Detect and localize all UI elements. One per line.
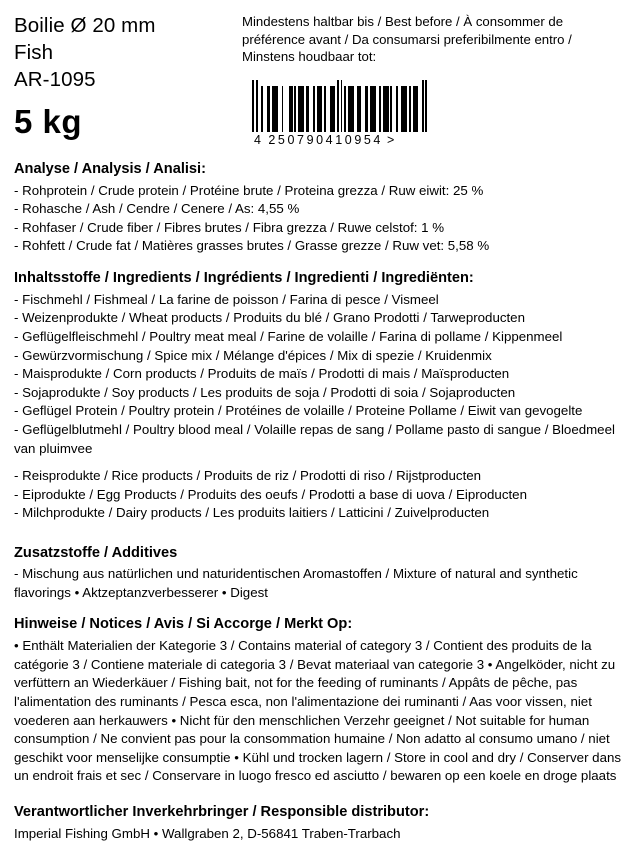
distributor-company: Imperial Fishing GmbH • Wallgraben 2, D-56841 Traben-Trarbach xyxy=(14,825,401,841)
label-header xyxy=(14,10,626,147)
barcode-left-group: 250790 xyxy=(268,132,326,147)
ingredient-row: - Sojaprodukte / Soy products / Les produits de soja / Prodotti di soia / Sojaproducten xyxy=(14,384,516,400)
notices-section xyxy=(14,614,626,786)
ingredients-title: Inhaltsstoffe / Ingredients / Ingrédients / Ingredienti / Ingrediënten: xyxy=(14,269,474,286)
additives-section xyxy=(14,543,626,602)
ingredient-row: - Weizenprodukte / Wheat products / Produits du blé / Grano Prodotti / Tarweproducten xyxy=(14,310,525,326)
product-code: AR-1095 xyxy=(14,68,96,91)
barcode-right-group: 410954 xyxy=(325,132,383,147)
ingredient-row: - Geflügelblutmehl / Poultry blood meal / Volaille repas de sang / Pollame pasto di sangue / Bloedmeel van pluimvee xyxy=(14,422,615,456)
notices-text: • Enthält Materialien der Kategorie 3 / Contains material of category 3 / Contient des produits de la catégorie 3 / Contiene materiale di categoria 3 / Bevat materiaal van categorie 3 • Angelköder, nicht zu verfüttern an Wiederkäuer / Fishing bait, not for the feeding of ruminants / Appâts de pêche, pas l'alimentation des ruminants / Pesca esca, non l'alimentazione dei ruminanti / Aas voor vissen, niet voederen aan herkauwers • Nicht für den menschlichen Verzehr geeignet / Not suitable for human consumption / Ne convient pas pour la consommation humaine / Non adatto al consumo umano / niet geschikt voor menselijke consumptie • Kühl und trocken lagern / Store in cool and dry / Conserver dans un endroit frais et sec / Conservare in luogo fresco ed asciutto / bewaren op een koele en droge plaats xyxy=(14,638,622,784)
product-name-line2: Fish xyxy=(14,41,54,64)
ingredient-row: - Reisprodukte / Rice products / Produits de riz / Prodotti di riso / Rijstproducten xyxy=(14,468,482,484)
barcode-lead-digit: 4 xyxy=(254,132,264,147)
ingredient-row: - Maisprodukte / Corn products / Produits de maïs / Prodotti di mais / Maïsproducten xyxy=(14,366,510,382)
section-spacer xyxy=(14,523,626,543)
analysis-title: Analyse / Analysis / Analisi: xyxy=(14,160,206,177)
distributor-title: Verantwortlicher Inverkehrbringer / Responsible distributor: xyxy=(14,803,430,820)
additives-text: - Mischung aus natürlichen und naturidentischen Aromastoffen / Mixture of natural and synthetic flavorings • Aktzeptanzverbesserer • Digest xyxy=(14,566,578,600)
product-name-line1: Boilie Ø 20 mm xyxy=(14,14,156,37)
analysis-row: - Rohfaser / Crude fiber / Fibres brutes / Fibra grezza / Ruwe celstof: 1 % xyxy=(14,219,445,235)
best-before-block xyxy=(242,10,626,147)
ingredient-row: - Geflügelfleischmehl / Poultry meat meal / Farine de volaille / Farina di pollame / Kippenmeel xyxy=(14,329,563,345)
ingredient-row: - Fischmehl / Fishmeal / La farine de poisson / Farina di pesce / Vismeel xyxy=(14,291,439,307)
analysis-row: - Rohfett / Crude fat / Matières grasses brutes / Grasse grezze / Ruw vet: 5,58 % xyxy=(14,238,490,254)
barcode-trailing-mark: > xyxy=(386,132,397,147)
product-weight: 5 kg xyxy=(14,103,83,140)
ingredients-gap xyxy=(14,458,626,467)
analysis-row: - Rohasche / Ash / Cendre / Cenere / As: 4,55 % xyxy=(14,201,300,217)
analysis-row: - Rohprotein / Crude protein / Protéine brute / Proteina grezza / Ruw eiwit: 25 % xyxy=(14,182,484,198)
distributor-section xyxy=(14,802,626,843)
ingredient-row: - Gewürzvormischung / Spice mix / Mélange d'épices / Mix di spezie / Kruidenmix xyxy=(14,347,492,363)
barcode-block xyxy=(242,80,626,147)
analysis-section xyxy=(14,159,626,256)
best-before-text: Mindestens haltbar bis / Best before / À consommer de préférence avant / Da consumarsi preferibilmente entro / Minstens houdbaar tot: xyxy=(242,14,572,64)
ingredient-row: - Geflügel Protein / Poultry protein / Protéines de volaille / Proteine Pollame / Eiwit van gevogelte xyxy=(14,403,583,419)
ingredients-section xyxy=(14,268,626,523)
notices-title: Hinweise / Notices / Avis / Si Accorge / Merkt Op: xyxy=(14,616,353,633)
ingredient-row: - Eiprodukte / Egg Products / Produits des oeufs / Prodotti a base di uova / Eiproducten xyxy=(14,486,527,502)
barcode-digits xyxy=(252,133,626,147)
barcode-image xyxy=(252,80,626,132)
ingredient-row: - Milchprodukte / Dairy products / Les produits laitiers / Latticini / Zuivelproducten xyxy=(14,505,490,521)
product-identity xyxy=(14,10,242,142)
additives-title: Zusatzstoffe / Additives xyxy=(14,545,178,561)
